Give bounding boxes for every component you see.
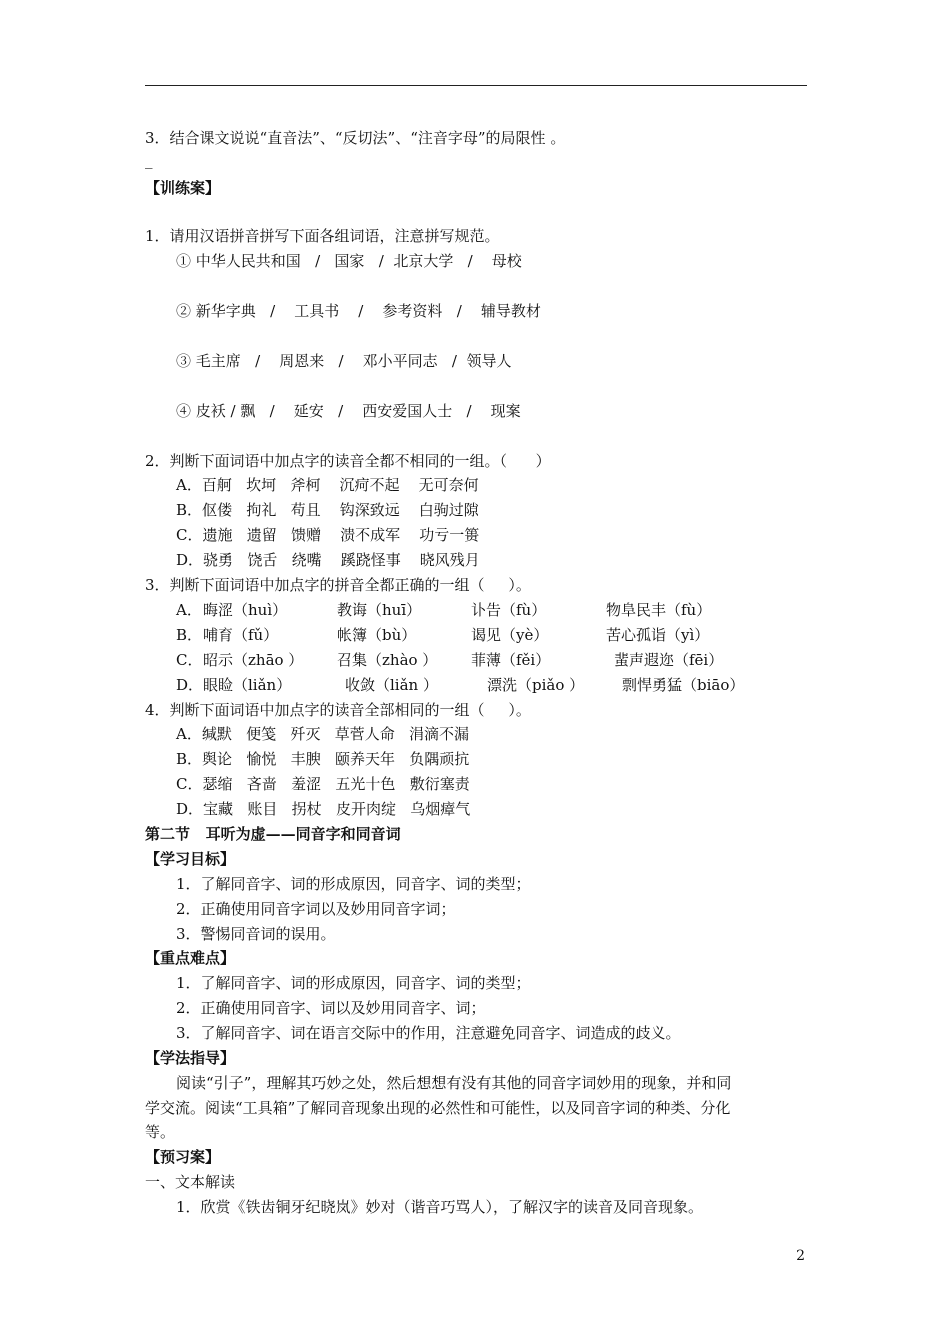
method-line-2: 学交流。阅读“工具箱”了解同音现象出现的必然性和可能性，以及同音字词的种类、分化 [145, 1099, 731, 1117]
q3-c-1: 昭示（zhāo ） [203, 651, 304, 669]
q4-option-a: A．缄默 便笺 歼灭 草菅人命 涓滴不漏 [176, 725, 470, 743]
q4-option-c: C．瑟缩 吝啬 羞涩 五光十色 敷衍塞责 [176, 775, 470, 793]
goal-2: 2．正确使用同音字词以及妙用同音字词； [176, 900, 456, 918]
q4-option-b: B．舆论 愉悦 丰腴 颐养天年 负隅顽抗 [176, 750, 470, 768]
q1-item-4: ④ 皮袄 / 飘 / 延安 / 西安爱国人士 / 现案 [176, 402, 521, 420]
q3-c-2: 召集（zhào ） [337, 651, 438, 669]
q3-option-d-label: D． [176, 676, 204, 694]
question-2: 2．判断下面词语中加点字的读音全都不相同的一组。（ ） [145, 452, 551, 470]
q3-option-a-label: A． [176, 601, 202, 619]
q3-b-3: 谒见（yè） [471, 626, 549, 644]
q3-d-2: 收敛（liǎn ） [345, 676, 438, 694]
q3-b-4: 苦心孤诣（yì） [606, 626, 710, 644]
key-2: 2．正确使用同音字、词以及妙用同音字、词； [176, 999, 486, 1017]
q3-a-2: 教诲（huī） [337, 601, 422, 619]
q3-d-4: 剽悍勇猛（biāo） [622, 676, 745, 694]
key-3: 3．了解同音字、词在语言交际中的作用，注意避免同音字、词造成的歧义。 [176, 1024, 681, 1042]
q4-option-d: D．宝藏 账目 拐杖 皮开肉绽 乌烟瘴气 [176, 800, 471, 818]
q2-option-a: A．百舸 坎坷 斧柯 沉疴不起 无可奈何 [176, 476, 479, 494]
blank-mark: _ [145, 151, 153, 169]
question-4: 4．判断下面词语中加点字的读音全部相同的一组（ ）。 [145, 701, 531, 719]
q3-a-4: 物阜民丰（fù） [606, 601, 712, 619]
q3-b-1: 哺育（fǔ） [203, 626, 279, 644]
heading-method: 【学法指导】 [145, 1049, 236, 1067]
heading-preview: 【预习案】 [145, 1148, 221, 1166]
goal-1: 1．了解同音字、词的形成原因，同音字、词的类型； [176, 875, 531, 893]
question-3: 3．判断下面词语中加点字的拼音全都正确的一组（ ）。 [145, 576, 531, 594]
goal-3: 3．警惕同音词的误用。 [176, 925, 336, 943]
method-line-1: 阅读“引子”，理解其巧妙之处，然后想想有没有其他的同音字词妙用的现象，并和同 [176, 1074, 732, 1092]
heading-training: 【训练案】 [145, 179, 221, 197]
question-1: 1．请用汉语拼音拼写下面各组词语，注意拼写规范。 [145, 227, 500, 245]
method-line-3: 等。 [145, 1123, 176, 1141]
header-rule [145, 85, 807, 86]
question-3-prev: 3．结合课文说说“直音法”、“反切法”、“注音字母”的局限性 。 [145, 129, 566, 147]
heading-key-points: 【重点难点】 [145, 949, 236, 967]
q1-item-2: ② 新华字典 / 工具书 / 参考资料 / 辅导教材 [176, 302, 541, 320]
q3-b-2: 帐簿（bù） [337, 626, 417, 644]
preview-2: 1．欣赏《铁齿铜牙纪晓岚》妙对（谐音巧骂人），了解汉字的读音及同音现象。 [176, 1198, 704, 1216]
q1-item-1: ① 中华人民共和国 / 国家 / 北京大学 / 母校 [176, 252, 522, 270]
heading-goals: 【学习目标】 [145, 850, 236, 868]
q1-item-3: ③ 毛主席 / 周恩来 / 邓小平同志 / 领导人 [176, 352, 512, 370]
section-2-title: 第二节 耳听为虚——同音字和同音词 [145, 825, 401, 843]
q3-a-3: 讣告（fù） [471, 601, 547, 619]
q3-option-b-label: B． [176, 626, 203, 644]
q3-a-1: 晦涩（huì） [203, 601, 288, 619]
q3-c-4: 蜚声遐迩（fēi） [614, 651, 724, 669]
q3-c-3: 菲薄（fěi） [471, 651, 551, 669]
q3-d-1: 眼睑（liǎn） [203, 676, 292, 694]
key-1: 1．了解同音字、词的形成原因，同音字、词的类型； [176, 974, 531, 992]
page-number: 2 [796, 1248, 805, 1264]
q2-option-c: C．遗施 遗留 馈赠 溃不成军 功亏一篑 [176, 526, 480, 544]
preview-1: 一、文本解读 [145, 1173, 236, 1191]
q2-option-d: D．骁勇 饶舌 绕嘴 蹊跷怪事 晓风残月 [176, 551, 480, 569]
q3-option-c-label: C． [176, 651, 203, 669]
q2-option-b: B．伛偻 拘礼 苟且 钩深致远 白驹过隙 [176, 501, 479, 519]
q3-d-3: 漂洗（piǎo ） [487, 676, 585, 694]
